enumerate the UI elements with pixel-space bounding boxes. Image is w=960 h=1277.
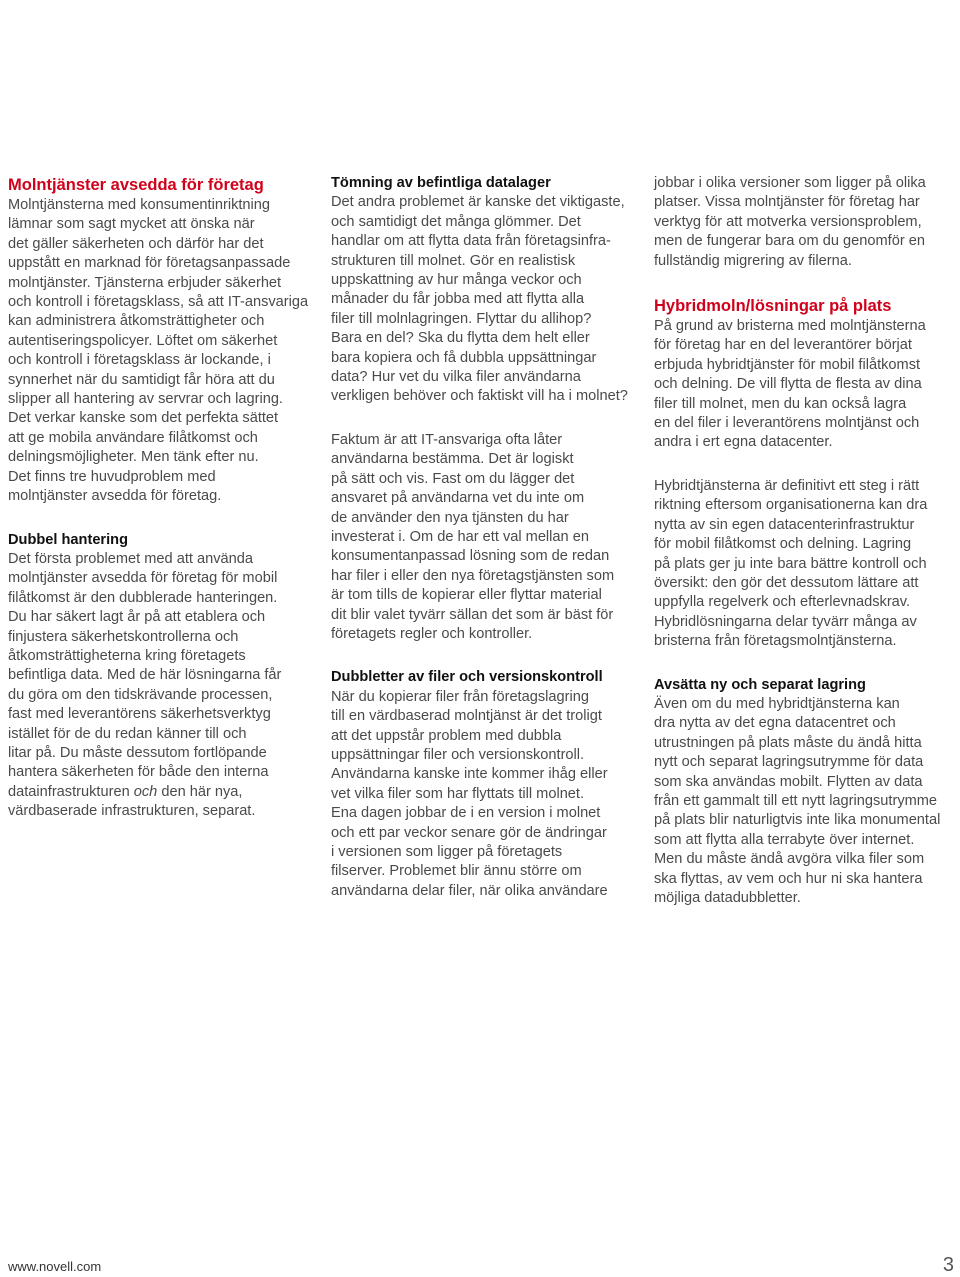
section-heading-avsatta: Avsätta ny och separat lagring [654, 676, 866, 693]
text-line: nytta av sin egen datacenterinfrastruktur [654, 516, 915, 533]
text-line: och samtidigt det många glömmer. Det [331, 213, 581, 230]
text-line: ska flyttas, av vem och hur ni ska hantera [654, 870, 923, 887]
text-fragment: datainfrastrukturen [8, 783, 134, 800]
text-line: att ge mobila användare filåtkomst och [8, 429, 258, 446]
text-line: för företag har en del leverantörer börjat [654, 337, 912, 354]
text-line [8, 783, 308, 802]
text-line: erbjuda hybridtjänster för mobil filåtkomst [654, 356, 921, 373]
text-line: det gäller säkerheten och därför har det [8, 235, 264, 252]
text-line: men de fungerar bara om du genomför en [654, 233, 925, 250]
text-line: slipper all hantering av servrar och lagring. [8, 391, 283, 408]
text-line: en del filer i leverantörens molntjänst och [654, 415, 920, 432]
section-heading-tomning: Tömning av befintliga datalager [331, 175, 551, 191]
text-line: molntjänster. Tjänsterna erbjuder säkerhet [8, 274, 282, 291]
text-line: platser. Vissa molntjänster för företag har [654, 194, 920, 211]
text-line: riktning eftersom organisationerna kan dra [654, 497, 928, 514]
emphasis-text: och [133, 783, 158, 800]
text-line: företagets regler och kontroller. [331, 625, 533, 642]
text-line: investerat i. Om de har ett val mellan en [331, 528, 589, 545]
section-heading-dubbel-hantering: Dubbel hantering [8, 531, 128, 548]
text-line: data? Hur vet du vilka filer användarna [331, 369, 581, 386]
text-line: filserver. Problemet blir ännu större om [331, 863, 582, 880]
text-line: istället för de du redan känner till och [8, 725, 247, 742]
text-line: verktyg för att motverka versionsproblem, [654, 213, 922, 230]
text-line: På grund av bristerna med molntjänsterna [654, 318, 926, 335]
text-line: Men du måste ändå avgöra vilka filer som [654, 851, 925, 868]
paragraph [331, 431, 631, 644]
text-line: finjustera säkerhetskontrollerna och [8, 628, 239, 645]
text-line: jobbar i olika versioner som ligger på olika [654, 175, 926, 191]
footer-url[interactable]: www.novell.com [8, 1259, 102, 1274]
text-line: de använder den nya tjänsten du har [331, 509, 569, 526]
text-line: och kontroll i företagsklass, så att IT-ansvariga [8, 294, 309, 311]
text-line: fast med leverantörens säkerhetsverktyg [8, 706, 271, 723]
text-line: Molntjänsterna med konsumentinriktning [8, 197, 271, 213]
text-line: Hybridtjänsterna är definitivt ett steg i rätt [654, 477, 920, 494]
text-line: vet vilka filer som har flyttats till molnet. [331, 785, 585, 802]
text-line: lämnar som sagt mycket att önska när [8, 216, 255, 233]
text-line: molntjänster avsedda för företag för mobil [8, 570, 278, 587]
paragraph [8, 550, 308, 822]
column-3 [654, 174, 954, 908]
text-line: uppfylla regelverk och efterlevnadskrav. [654, 594, 911, 611]
text-line: och kontroll i företagsklass är lockande, i [8, 352, 271, 369]
text-line: till en värdbaserad molntjänst är det troligt [331, 708, 602, 725]
text-line: på plats ger ju inte bara bättre kontroll och [654, 555, 927, 572]
paragraph [654, 174, 954, 271]
text-fragment: den här nya, [157, 783, 243, 800]
spacer [654, 453, 954, 477]
text-line: översikt: den gör det dessutom lättare att [654, 574, 919, 591]
text-line: bara kopiera och få dubbla uppsättningar [331, 349, 597, 366]
text-line: Bara en del? Ska du flytta dem helt eller [331, 330, 590, 347]
text-line: och delning. De vill flytta de flesta av dina [654, 376, 922, 393]
text-line: strukturen till molnet. Gör en realistisk [331, 252, 576, 269]
text-line: Även om du med hybridtjänsterna kan [654, 695, 900, 712]
text-line: uppsättningar filer och versionskontroll. [331, 746, 585, 763]
text-line: dit blir valet tyvärr sällan det som är bäst för [331, 606, 614, 623]
paragraph [8, 196, 308, 507]
text-line: Du har säkert lagt år på att etablera och [8, 609, 266, 626]
text-line: fullständig migrering av filerna. [654, 252, 852, 269]
text-line: utrustningen på plats måste du ändå hitta [654, 734, 922, 751]
text-line: synnerhet när du samtidigt får höra att du [8, 371, 275, 388]
text-line: uppstått en marknad för företagsanpassade [8, 255, 291, 272]
text-line: månader du får jobba med att flytta alla [331, 291, 585, 308]
paragraph [654, 477, 954, 652]
paragraph [654, 317, 954, 453]
spacer [654, 271, 954, 295]
text-line: litar på. Du måste dessutom fortlöpande [8, 744, 267, 761]
text-line: handlar om att flytta data från företagsinfra- [331, 233, 611, 250]
text-line: nytt och separat lagringsutrymme för data [654, 754, 924, 771]
section-heading-hybridmoln: Hybridmoln/lösningar på plats [654, 297, 892, 316]
text-line: verkligen behöver och faktiskt vill ha i molnet? [331, 388, 628, 405]
text-line: från ett gammalt till ett nytt lagringsutrymme [654, 792, 938, 809]
text-line: Det verkar kanske som det perfekta sättet [8, 410, 279, 427]
text-line: har filer i eller den nya företagstjänsten som [331, 567, 615, 584]
paragraph [654, 695, 954, 908]
text-line: som ska användas mobilt. Flytten av data [654, 773, 923, 790]
spacer [331, 644, 631, 668]
text-line: Användarna kanske inte kommer ihåg eller [331, 766, 608, 783]
text-line: för mobil filåtkomst och delning. Lagring [654, 536, 912, 553]
column-1 [8, 174, 308, 822]
text-line: användarna delar filer, när olika användare [331, 882, 608, 899]
text-line: du göra om den tidskrävande processen, [8, 686, 273, 703]
text-line: uppskattning av hur många veckor och [331, 272, 582, 289]
text-line: och ett par veckor senare gör de ändringar [331, 824, 607, 841]
text-line: som att flytta alla terrabyte över internet. [654, 831, 915, 848]
text-line: kan administrera åtkomsträttigheter och [8, 313, 265, 330]
text-line: i versionen som ligger på företagets [331, 844, 563, 860]
text-line: Det finns tre huvudproblem med [8, 468, 216, 485]
text-line: delningsmöjligheter. Men tänk efter nu. [8, 449, 259, 466]
text-line: Det andra problemet är kanske det viktigaste, [331, 194, 625, 211]
text-line: hantera säkerheten för både den interna [8, 764, 269, 781]
paragraph [331, 193, 631, 406]
text-line: befintliga data. Med de här lösningarna får [8, 667, 282, 684]
text-line: Faktum är att IT-ansvariga ofta låter [331, 431, 563, 448]
text-line: filåtkomst är den dubblerade hanteringen. [8, 589, 278, 606]
text-line: filer till molnlagringen. Flyttar du allihop? [331, 310, 592, 327]
text-line: ansvaret på användarna vet du inte om [331, 490, 585, 507]
page-number: 3 [942, 1254, 954, 1276]
text-line: molntjänster avsedda för företag. [8, 488, 222, 505]
text-line: användarna bestämma. Det är logiskt [331, 451, 574, 468]
spacer [331, 407, 631, 431]
text-line: på sätt och vis. Fast om du lägger det [331, 470, 575, 487]
paragraph [331, 688, 631, 901]
text-line: Det första problemet med att använda [8, 550, 253, 567]
spacer [654, 652, 954, 676]
text-line: är tom tills de kopierar eller flyttar material [331, 587, 602, 604]
text-line: När du kopierar filer från företagslagring [331, 688, 589, 705]
text-line: möjliga datadubbletter. [654, 890, 801, 906]
spacer [8, 507, 308, 531]
text-line: Hybridlösningarna delar tyvärr många av [654, 613, 917, 630]
text-line: dra nytta av det egna datacentret och [654, 715, 896, 732]
text-line: konsumentanpassad lösning som de redan [331, 548, 610, 565]
section-heading-dubbletter: Dubbletter av filer och versionskontroll [331, 669, 603, 686]
text-line: bristerna från företagsmolntjänsterna. [654, 633, 897, 650]
text-line: åtkomsträttigheterna kring företagets [8, 647, 246, 664]
text-line: värdbaserade infrastrukturen, separat. [8, 803, 256, 820]
section-heading-molntjanster: Molntjänster avsedda för företag [8, 176, 264, 194]
text-line: på plats blir naturligtvis inte lika monumental [654, 812, 941, 829]
column-2 [331, 174, 631, 901]
text-line: filer till molnet, men du kan också lagra [654, 395, 907, 412]
text-line: andra i ert egna datacenter. [654, 434, 833, 451]
text-line: autentiseringspolicyer. Löftet om säkerhet [8, 332, 278, 349]
text-line: Ena dagen jobbar de i en version i molnet [331, 805, 601, 822]
text-line: att det uppstår problem med dubbla [331, 727, 562, 744]
